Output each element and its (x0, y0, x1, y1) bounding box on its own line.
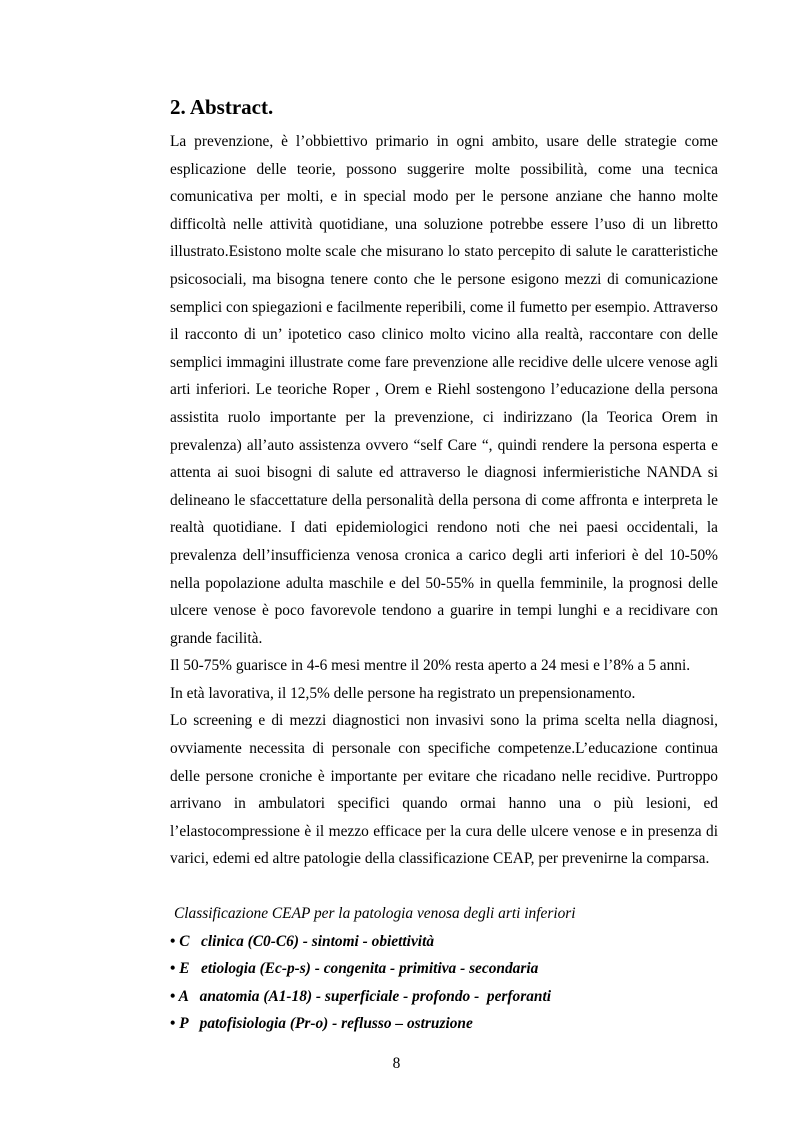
page-number: 8 (392, 1055, 401, 1072)
ceap-list-item (170, 983, 730, 1011)
ceap-list-item (170, 955, 730, 983)
ceap-item-text: C clinica (C0-C6) - sintomi - obiettività (179, 932, 435, 950)
ceap-heading: Classificazione CEAP per la patologia venosa degli arti inferiori (174, 905, 576, 922)
bullet-icon: • (170, 960, 176, 978)
ceap-list-item (170, 928, 730, 956)
abstract-body (170, 128, 718, 873)
ceap-item-text: P patofisiologia (Pr-o) - reflusso – ostruzione (179, 1015, 473, 1033)
paragraph: La prevenzione, è l’obbiettivo primario in ogni ambito, usare delle strategie come esplicazione delle teorie, possono suggerire molte possibilità, come una tecnica comunicativa per molti, e in special modo per le persone anziane che hanno molte difficoltà nelle attività quotidiane, una soluzione potrebbe essere l’uso di un libretto illustrato.Esistono molte scale che misurano lo stato percepito di salute le caratteristiche psicosociali, ma bisogna tenere conto che le persone esigono mezzi di comunicazione semplici con spiegazioni e facilmente reperibili, come il fumetto per esempio. Attraverso il racconto di un’ ipotetico caso clinico molto vicino alla realtà, raccontare con delle semplici immagini illustrate come fare prevenzione alle recidive delle ulcere venose agli arti inferiori. Le teoriche Roper , Orem e Riehl sostengono l’educazione della persona assistita ruolo importante per la prevenzione, ci indirizzano (la Teorica Orem in prevalenza) all’auto assistenza ovvero “self Care “, quindi rendere la persona esperta e attenta ai suoi bisogni di salute ed attraverso le diagnosi infermieristiche NANDA si delineano le sfaccettature della personalità della persona di come affronta e interpreta le realtà quotidiane. I dati epidemiologici rendono noti che nei paesi occidentali, la prevalenza dell’insufficienza venosa cronica a carico degli arti inferiori è del 10-50% nella popolazione adulta maschile e del 50-55% in quella femminile, la prognosi delle ulcere venose è poco favorevole tendono a guarire in tempi lunghi e a recidivare con grande facilità. (170, 133, 718, 647)
ceap-list (170, 928, 730, 1038)
paragraph: Lo screening e di mezzi diagnostici non invasivi sono la prima scelta nella diagnosi, ovviamente necessita di personale con specifiche competenze.L’educazione continua delle persone croniche è importante per evitare che ricadano nelle recidive. Purtroppo arrivano in ambulatori specifici quando ormai hanno una o più lesioni, ed l’elastocompressione è il mezzo efficace per la cura delle ulcere venose e in presenza di varici, edemi ed altre patologie della classificazione CEAP, per prevenirne la comparsa. (170, 712, 718, 868)
paragraph: Il 50-75% guarisce in 4-6 mesi mentre il 20% resta aperto a 24 mesi e l’8% a 5 anni. (170, 657, 691, 675)
paragraph: In età lavorativa, il 12,5% delle persone ha registrato un prepensionamento. (170, 684, 636, 702)
ceap-list-item (170, 1010, 730, 1038)
bullet-icon: • (170, 987, 176, 1005)
ceap-item-text: A anatomia (A1-18) - superficiale - profondo - perforanti (178, 987, 552, 1005)
ceap-item-text: E etiologia (Ec-p-s) - congenita - primitiva - secondaria (179, 960, 539, 978)
bullet-icon: • (170, 932, 176, 950)
section-title: 2. Abstract. (170, 95, 274, 119)
bullet-icon: • (170, 1015, 176, 1033)
ceap-section (170, 900, 730, 1038)
